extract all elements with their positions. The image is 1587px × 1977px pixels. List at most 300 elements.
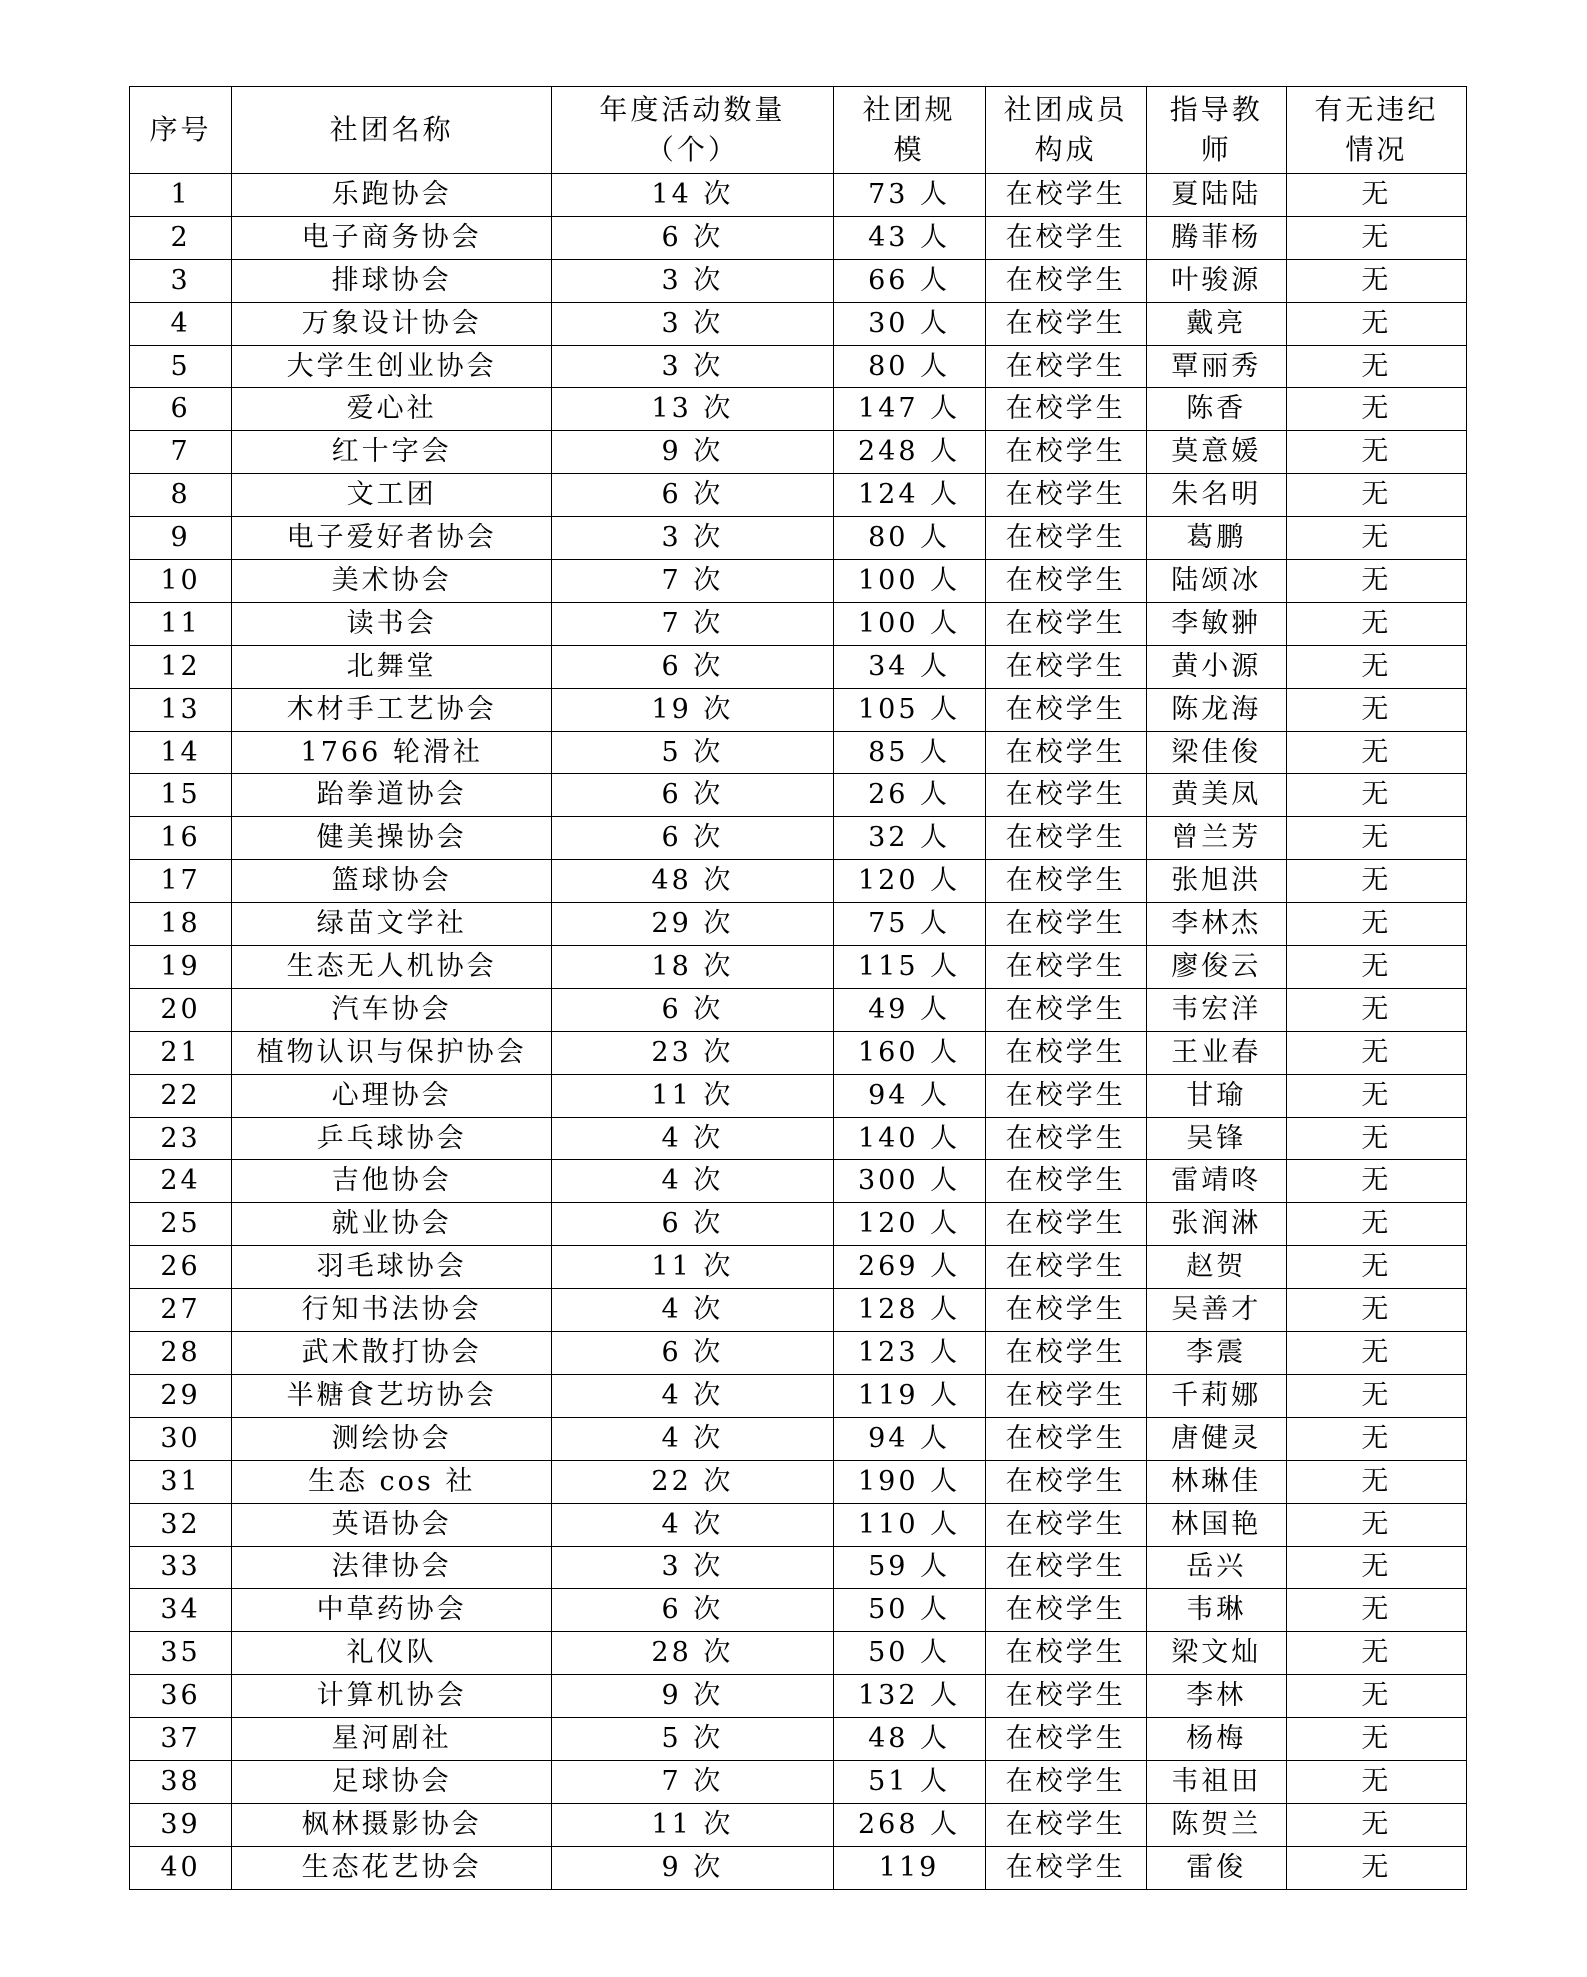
cell-size: 51 人 xyxy=(833,1760,985,1803)
cell-discipline: 无 xyxy=(1286,388,1466,431)
cell-discipline: 无 xyxy=(1286,860,1466,903)
cell-activities: 6 次 xyxy=(552,1332,833,1375)
cell-discipline: 无 xyxy=(1286,817,1466,860)
cell-no: 31 xyxy=(130,1460,232,1503)
cell-activities: 7 次 xyxy=(552,560,833,603)
table-row xyxy=(130,1846,1467,1889)
table-row xyxy=(130,1031,1467,1074)
cell-activities: 7 次 xyxy=(552,602,833,645)
cell-discipline: 无 xyxy=(1286,774,1466,817)
cell-activities: 3 次 xyxy=(552,302,833,345)
cell-size: 120 人 xyxy=(833,1203,985,1246)
table-row xyxy=(130,1718,1467,1761)
cell-discipline: 无 xyxy=(1286,474,1466,517)
cell-teacher: 张润淋 xyxy=(1146,1203,1286,1246)
cell-club-name: 万象设计协会 xyxy=(232,302,552,345)
header-no-text: 序号 xyxy=(149,113,212,146)
cell-composition: 在校学生 xyxy=(985,1546,1146,1589)
cell-no: 16 xyxy=(130,817,232,860)
cell-teacher: 岳兴 xyxy=(1146,1546,1286,1589)
table-row xyxy=(130,560,1467,603)
cell-club-name: 文工团 xyxy=(232,474,552,517)
cell-teacher: 陈香 xyxy=(1146,388,1286,431)
cell-teacher: 梁佳俊 xyxy=(1146,731,1286,774)
cell-discipline: 无 xyxy=(1286,1675,1466,1718)
table-header xyxy=(130,87,1467,174)
cell-composition: 在校学生 xyxy=(985,302,1146,345)
cell-composition: 在校学生 xyxy=(985,560,1146,603)
cell-teacher: 梁文灿 xyxy=(1146,1632,1286,1675)
cell-activities: 19 次 xyxy=(552,688,833,731)
cell-discipline: 无 xyxy=(1286,1417,1466,1460)
cell-club-name: 乐跑协会 xyxy=(232,174,552,217)
table-row xyxy=(130,474,1467,517)
cell-activities: 6 次 xyxy=(552,817,833,860)
cell-no: 7 xyxy=(130,431,232,474)
table-row xyxy=(130,174,1467,217)
cell-composition: 在校学生 xyxy=(985,1846,1146,1889)
cell-activities: 3 次 xyxy=(552,345,833,388)
cell-composition: 在校学生 xyxy=(985,731,1146,774)
cell-discipline: 无 xyxy=(1286,216,1466,259)
cell-activities: 3 次 xyxy=(552,1546,833,1589)
table-row xyxy=(130,1760,1467,1803)
header-activities-line1: 年度活动数量 xyxy=(599,93,786,126)
header-name xyxy=(232,87,552,174)
cell-size: 160 人 xyxy=(833,1031,985,1074)
cell-no: 11 xyxy=(130,602,232,645)
cell-teacher: 叶骏源 xyxy=(1146,259,1286,302)
cell-activities: 9 次 xyxy=(552,1675,833,1718)
cell-activities: 28 次 xyxy=(552,1632,833,1675)
cell-club-name: 红十字会 xyxy=(232,431,552,474)
cell-teacher: 吴锋 xyxy=(1146,1117,1286,1160)
table-row xyxy=(130,302,1467,345)
cell-club-name: 汽车协会 xyxy=(232,988,552,1031)
cell-no: 4 xyxy=(130,302,232,345)
cell-discipline: 无 xyxy=(1286,645,1466,688)
cell-discipline: 无 xyxy=(1286,1460,1466,1503)
cell-teacher: 韦琳 xyxy=(1146,1589,1286,1632)
cell-teacher: 曾兰芳 xyxy=(1146,817,1286,860)
cell-discipline: 无 xyxy=(1286,903,1466,946)
cell-no: 2 xyxy=(130,216,232,259)
cell-size: 110 人 xyxy=(833,1503,985,1546)
cell-size: 100 人 xyxy=(833,560,985,603)
cell-activities: 5 次 xyxy=(552,731,833,774)
cell-size: 50 人 xyxy=(833,1632,985,1675)
cell-discipline: 无 xyxy=(1286,1803,1466,1846)
cell-activities: 6 次 xyxy=(552,988,833,1031)
cell-club-name: 羽毛球协会 xyxy=(232,1246,552,1289)
cell-no: 5 xyxy=(130,345,232,388)
table-row xyxy=(130,1160,1467,1203)
cell-discipline: 无 xyxy=(1286,560,1466,603)
table-row xyxy=(130,1675,1467,1718)
table-row xyxy=(130,774,1467,817)
cell-no: 20 xyxy=(130,988,232,1031)
cell-activities: 6 次 xyxy=(552,1589,833,1632)
cell-discipline: 无 xyxy=(1286,1031,1466,1074)
cell-teacher: 陆颂冰 xyxy=(1146,560,1286,603)
cell-no: 36 xyxy=(130,1675,232,1718)
header-size xyxy=(833,87,985,174)
cell-club-name: 读书会 xyxy=(232,602,552,645)
cell-activities: 23 次 xyxy=(552,1031,833,1074)
cell-composition: 在校学生 xyxy=(985,517,1146,560)
header-discipline-line2: 情况 xyxy=(1345,133,1408,166)
cell-teacher: 莫意媛 xyxy=(1146,431,1286,474)
cell-club-name: 礼仪队 xyxy=(232,1632,552,1675)
cell-discipline: 无 xyxy=(1286,1160,1466,1203)
cell-activities: 4 次 xyxy=(552,1117,833,1160)
header-teacher-line1: 指导教 xyxy=(1169,93,1263,126)
cell-size: 100 人 xyxy=(833,602,985,645)
cell-club-name: 北舞堂 xyxy=(232,645,552,688)
table-row xyxy=(130,731,1467,774)
cell-composition: 在校学生 xyxy=(985,1503,1146,1546)
cell-teacher: 吴善才 xyxy=(1146,1289,1286,1332)
cell-teacher: 李林杰 xyxy=(1146,903,1286,946)
cell-composition: 在校学生 xyxy=(985,174,1146,217)
table-row xyxy=(130,688,1467,731)
table-row xyxy=(130,216,1467,259)
cell-size: 269 人 xyxy=(833,1246,985,1289)
table-row xyxy=(130,1503,1467,1546)
cell-activities: 4 次 xyxy=(552,1374,833,1417)
cell-activities: 3 次 xyxy=(552,517,833,560)
cell-composition: 在校学生 xyxy=(985,817,1146,860)
cell-size: 268 人 xyxy=(833,1803,985,1846)
cell-club-name: 心理协会 xyxy=(232,1074,552,1117)
header-activities-line2: （个） xyxy=(645,133,739,166)
cell-teacher: 甘瑜 xyxy=(1146,1074,1286,1117)
cell-no: 32 xyxy=(130,1503,232,1546)
cell-size: 115 人 xyxy=(833,946,985,989)
table-row xyxy=(130,645,1467,688)
cell-discipline: 无 xyxy=(1286,345,1466,388)
cell-no: 22 xyxy=(130,1074,232,1117)
cell-size: 190 人 xyxy=(833,1460,985,1503)
cell-size: 66 人 xyxy=(833,259,985,302)
cell-activities: 9 次 xyxy=(552,431,833,474)
cell-composition: 在校学生 xyxy=(985,1074,1146,1117)
cell-size: 94 人 xyxy=(833,1417,985,1460)
cell-size: 123 人 xyxy=(833,1332,985,1375)
cell-club-name: 半糖食艺坊协会 xyxy=(232,1374,552,1417)
cell-teacher: 杨梅 xyxy=(1146,1718,1286,1761)
cell-size: 124 人 xyxy=(833,474,985,517)
cell-activities: 18 次 xyxy=(552,946,833,989)
cell-teacher: 唐健灵 xyxy=(1146,1417,1286,1460)
cell-discipline: 无 xyxy=(1286,302,1466,345)
cell-club-name: 生态花艺协会 xyxy=(232,1846,552,1889)
cell-no: 24 xyxy=(130,1160,232,1203)
cell-discipline: 无 xyxy=(1286,1846,1466,1889)
cell-teacher: 朱名明 xyxy=(1146,474,1286,517)
header-composition-line1: 社团成员 xyxy=(1003,93,1128,126)
cell-discipline: 无 xyxy=(1286,1117,1466,1160)
cell-club-name: 电子商务协会 xyxy=(232,216,552,259)
table-row xyxy=(130,1289,1467,1332)
cell-composition: 在校学生 xyxy=(985,1460,1146,1503)
cell-composition: 在校学生 xyxy=(985,474,1146,517)
cell-discipline: 无 xyxy=(1286,1246,1466,1289)
cell-composition: 在校学生 xyxy=(985,1760,1146,1803)
cell-club-name: 植物认识与保护协会 xyxy=(232,1031,552,1074)
cell-no: 37 xyxy=(130,1718,232,1761)
cell-discipline: 无 xyxy=(1286,1203,1466,1246)
cell-no: 18 xyxy=(130,903,232,946)
cell-composition: 在校学生 xyxy=(985,946,1146,989)
cell-activities: 6 次 xyxy=(552,774,833,817)
cell-activities: 7 次 xyxy=(552,1760,833,1803)
cell-teacher: 李敏翀 xyxy=(1146,602,1286,645)
cell-size: 59 人 xyxy=(833,1546,985,1589)
header-composition xyxy=(985,87,1146,174)
cell-activities: 5 次 xyxy=(552,1718,833,1761)
cell-size: 248 人 xyxy=(833,431,985,474)
cell-discipline: 无 xyxy=(1286,174,1466,217)
cell-composition: 在校学生 xyxy=(985,1718,1146,1761)
cell-no: 10 xyxy=(130,560,232,603)
cell-size: 30 人 xyxy=(833,302,985,345)
cell-club-name: 大学生创业协会 xyxy=(232,345,552,388)
cell-size: 85 人 xyxy=(833,731,985,774)
cell-no: 15 xyxy=(130,774,232,817)
cell-activities: 14 次 xyxy=(552,174,833,217)
cell-no: 26 xyxy=(130,1246,232,1289)
cell-activities: 11 次 xyxy=(552,1246,833,1289)
cell-teacher: 李林 xyxy=(1146,1675,1286,1718)
cell-club-name: 武术散打协会 xyxy=(232,1332,552,1375)
cell-no: 25 xyxy=(130,1203,232,1246)
cell-teacher: 覃丽秀 xyxy=(1146,345,1286,388)
table-row xyxy=(130,1246,1467,1289)
cell-club-name: 电子爱好者协会 xyxy=(232,517,552,560)
cell-club-name: 1766 轮滑社 xyxy=(232,731,552,774)
cell-size: 32 人 xyxy=(833,817,985,860)
cell-composition: 在校学生 xyxy=(985,1417,1146,1460)
table-row xyxy=(130,817,1467,860)
header-size-line2: 模 xyxy=(893,133,925,166)
table-row xyxy=(130,1332,1467,1375)
table-row xyxy=(130,988,1467,1031)
cell-no: 35 xyxy=(130,1632,232,1675)
table-row xyxy=(130,1117,1467,1160)
cell-club-name: 篮球协会 xyxy=(232,860,552,903)
cell-composition: 在校学生 xyxy=(985,1632,1146,1675)
cell-no: 29 xyxy=(130,1374,232,1417)
cell-no: 6 xyxy=(130,388,232,431)
cell-activities: 6 次 xyxy=(552,474,833,517)
cell-teacher: 陈贺兰 xyxy=(1146,1803,1286,1846)
cell-composition: 在校学生 xyxy=(985,259,1146,302)
header-discipline xyxy=(1286,87,1466,174)
cell-composition: 在校学生 xyxy=(985,1675,1146,1718)
cell-size: 300 人 xyxy=(833,1160,985,1203)
cell-composition: 在校学生 xyxy=(985,1031,1146,1074)
cell-no: 13 xyxy=(130,688,232,731)
cell-activities: 6 次 xyxy=(552,216,833,259)
cell-club-name: 爱心社 xyxy=(232,388,552,431)
cell-teacher: 戴亮 xyxy=(1146,302,1286,345)
table-row xyxy=(130,1074,1467,1117)
cell-composition: 在校学生 xyxy=(985,345,1146,388)
cell-no: 19 xyxy=(130,946,232,989)
cell-composition: 在校学生 xyxy=(985,1803,1146,1846)
cell-activities: 3 次 xyxy=(552,259,833,302)
cell-no: 8 xyxy=(130,474,232,517)
cell-teacher: 腾菲杨 xyxy=(1146,216,1286,259)
cell-composition: 在校学生 xyxy=(985,1332,1146,1375)
cell-discipline: 无 xyxy=(1286,988,1466,1031)
cell-composition: 在校学生 xyxy=(985,774,1146,817)
table-row xyxy=(130,345,1467,388)
cell-size: 80 人 xyxy=(833,517,985,560)
cell-size: 43 人 xyxy=(833,216,985,259)
cell-no: 17 xyxy=(130,860,232,903)
cell-teacher: 韦宏洋 xyxy=(1146,988,1286,1031)
cell-teacher: 葛鹏 xyxy=(1146,517,1286,560)
cell-no: 1 xyxy=(130,174,232,217)
cell-composition: 在校学生 xyxy=(985,1246,1146,1289)
cell-size: 119 人 xyxy=(833,1374,985,1417)
cell-composition: 在校学生 xyxy=(985,645,1146,688)
header-no xyxy=(130,87,232,174)
table-row xyxy=(130,1203,1467,1246)
cell-club-name: 生态 cos 社 xyxy=(232,1460,552,1503)
cell-activities: 22 次 xyxy=(552,1460,833,1503)
cell-activities: 4 次 xyxy=(552,1417,833,1460)
cell-teacher: 陈龙海 xyxy=(1146,688,1286,731)
cell-club-name: 绿苗文学社 xyxy=(232,903,552,946)
cell-no: 40 xyxy=(130,1846,232,1889)
cell-no: 3 xyxy=(130,259,232,302)
cell-discipline: 无 xyxy=(1286,1546,1466,1589)
header-name-text: 社团名称 xyxy=(329,113,454,146)
cell-size: 132 人 xyxy=(833,1675,985,1718)
table-row xyxy=(130,602,1467,645)
cell-no: 9 xyxy=(130,517,232,560)
cell-size: 50 人 xyxy=(833,1589,985,1632)
cell-discipline: 无 xyxy=(1286,1589,1466,1632)
cell-no: 27 xyxy=(130,1289,232,1332)
cell-size: 49 人 xyxy=(833,988,985,1031)
table-row xyxy=(130,1374,1467,1417)
table-row xyxy=(130,517,1467,560)
cell-club-name: 计算机协会 xyxy=(232,1675,552,1718)
cell-teacher: 赵贺 xyxy=(1146,1246,1286,1289)
cell-club-name: 跆拳道协会 xyxy=(232,774,552,817)
cell-club-name: 吉他协会 xyxy=(232,1160,552,1203)
cell-activities: 4 次 xyxy=(552,1503,833,1546)
cell-club-name: 就业协会 xyxy=(232,1203,552,1246)
cell-size: 120 人 xyxy=(833,860,985,903)
cell-activities: 29 次 xyxy=(552,903,833,946)
table-row xyxy=(130,1417,1467,1460)
cell-activities: 4 次 xyxy=(552,1289,833,1332)
cell-composition: 在校学生 xyxy=(985,1117,1146,1160)
cell-composition: 在校学生 xyxy=(985,860,1146,903)
cell-club-name: 法律协会 xyxy=(232,1546,552,1589)
cell-composition: 在校学生 xyxy=(985,988,1146,1031)
table-row xyxy=(130,1632,1467,1675)
cell-size: 140 人 xyxy=(833,1117,985,1160)
header-size-line1: 社团规 xyxy=(862,93,956,126)
cell-discipline: 无 xyxy=(1286,517,1466,560)
table-row xyxy=(130,1546,1467,1589)
cell-no: 34 xyxy=(130,1589,232,1632)
table-row xyxy=(130,259,1467,302)
cell-no: 28 xyxy=(130,1332,232,1375)
cell-discipline: 无 xyxy=(1286,688,1466,731)
cell-teacher: 廖俊云 xyxy=(1146,946,1286,989)
cell-composition: 在校学生 xyxy=(985,903,1146,946)
cell-discipline: 无 xyxy=(1286,1289,1466,1332)
cell-club-name: 美术协会 xyxy=(232,560,552,603)
cell-composition: 在校学生 xyxy=(985,1374,1146,1417)
cell-activities: 48 次 xyxy=(552,860,833,903)
cell-discipline: 无 xyxy=(1286,1503,1466,1546)
cell-teacher: 李震 xyxy=(1146,1332,1286,1375)
cell-composition: 在校学生 xyxy=(985,602,1146,645)
cell-activities: 4 次 xyxy=(552,1160,833,1203)
cell-teacher: 林国艳 xyxy=(1146,1503,1286,1546)
cell-activities: 11 次 xyxy=(552,1074,833,1117)
cell-composition: 在校学生 xyxy=(985,688,1146,731)
cell-no: 21 xyxy=(130,1031,232,1074)
cell-teacher: 雷俊 xyxy=(1146,1846,1286,1889)
cell-no: 14 xyxy=(130,731,232,774)
cell-size: 34 人 xyxy=(833,645,985,688)
cell-club-name: 星河剧社 xyxy=(232,1718,552,1761)
cell-discipline: 无 xyxy=(1286,1718,1466,1761)
cell-club-name: 行知书法协会 xyxy=(232,1289,552,1332)
cell-no: 39 xyxy=(130,1803,232,1846)
cell-no: 38 xyxy=(130,1760,232,1803)
cell-composition: 在校学生 xyxy=(985,388,1146,431)
cell-no: 33 xyxy=(130,1546,232,1589)
cell-size: 75 人 xyxy=(833,903,985,946)
cell-no: 30 xyxy=(130,1417,232,1460)
cell-activities: 11 次 xyxy=(552,1803,833,1846)
cell-discipline: 无 xyxy=(1286,1760,1466,1803)
cell-size: 147 人 xyxy=(833,388,985,431)
cell-club-name: 生态无人机协会 xyxy=(232,946,552,989)
cell-club-name: 乒乓球协会 xyxy=(232,1117,552,1160)
header-activities xyxy=(552,87,833,174)
cell-size: 128 人 xyxy=(833,1289,985,1332)
cell-size: 105 人 xyxy=(833,688,985,731)
header-discipline-line1: 有无违纪 xyxy=(1314,93,1439,126)
cell-teacher: 千莉娜 xyxy=(1146,1374,1286,1417)
cell-composition: 在校学生 xyxy=(985,1203,1146,1246)
table-row xyxy=(130,431,1467,474)
cell-no: 12 xyxy=(130,645,232,688)
cell-club-name: 健美操协会 xyxy=(232,817,552,860)
cell-discipline: 无 xyxy=(1286,602,1466,645)
cell-discipline: 无 xyxy=(1286,731,1466,774)
cell-club-name: 测绘协会 xyxy=(232,1417,552,1460)
cell-discipline: 无 xyxy=(1286,431,1466,474)
cell-teacher: 雷靖咚 xyxy=(1146,1160,1286,1203)
table-row xyxy=(130,388,1467,431)
cell-size: 73 人 xyxy=(833,174,985,217)
cell-composition: 在校学生 xyxy=(985,1589,1146,1632)
cell-composition: 在校学生 xyxy=(985,431,1146,474)
cell-club-name: 木材手工艺协会 xyxy=(232,688,552,731)
